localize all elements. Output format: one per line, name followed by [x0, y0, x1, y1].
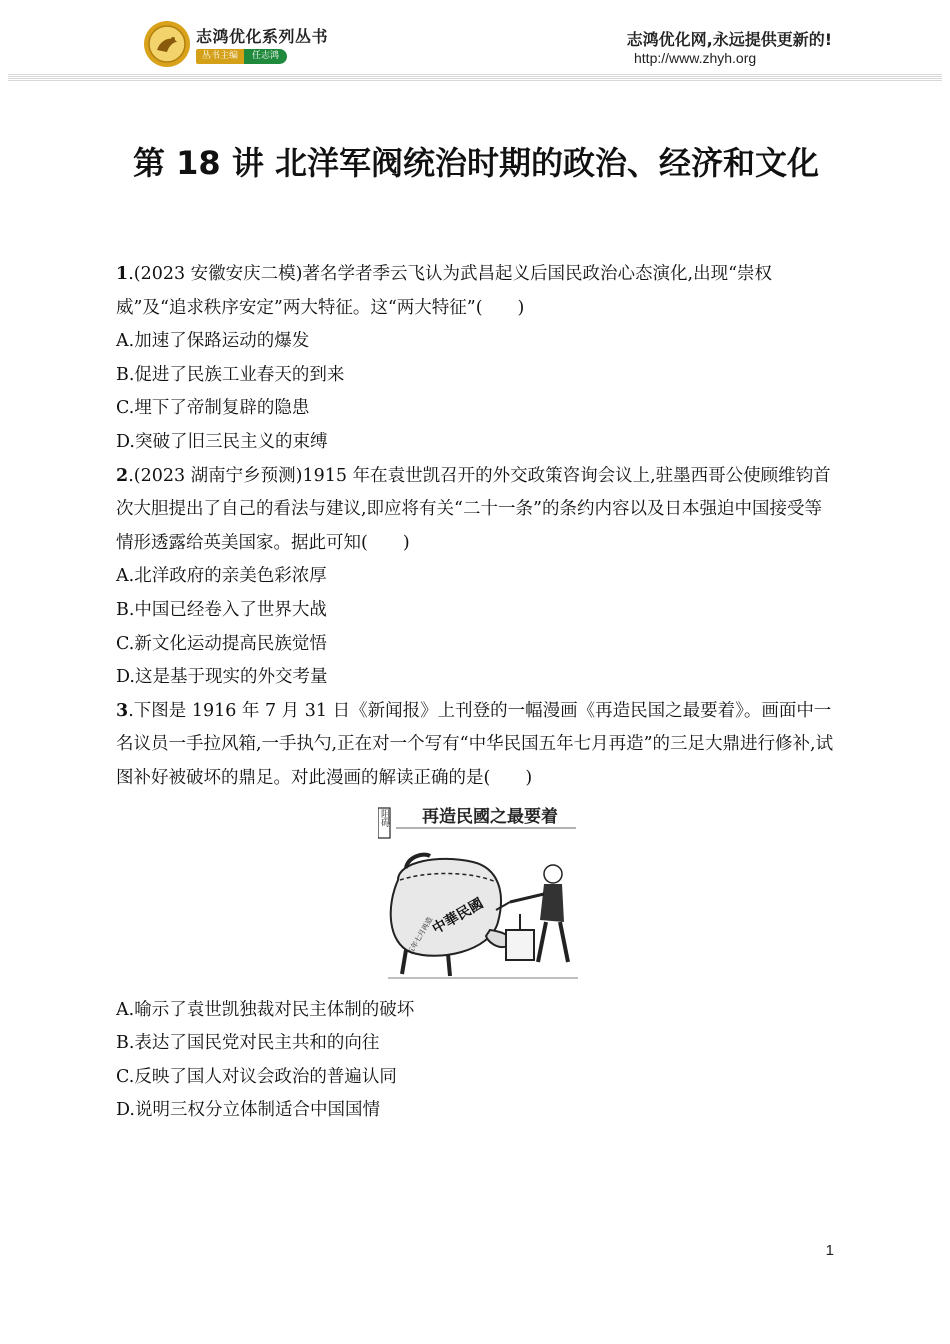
option-item: A.北洋政府的亲美色彩浓厚	[116, 566, 327, 587]
editor-name: 任志鸿	[244, 49, 287, 64]
question-number: 2	[116, 465, 129, 486]
question-text: .下图是 1916 年 7 月 31 日《新闻报》上刊登的一幅漫画《再造民国之最要着》。画面中一名议员一手拉风箱,一手执勺,正在对一个写有“中华民国五年七月再造”的三足大鼎进行修补,试图补好被破坏的鼎足。对此漫画的解读正确的是( )	[116, 700, 834, 788]
question-number: 1	[116, 264, 129, 284]
header-slogan: 志鸿优化网,永远提供更新的!	[626, 30, 832, 49]
zhihong-emblem-icon	[143, 20, 191, 68]
question-3-stem	[116, 695, 836, 796]
option-item: A.加速了保路运动的爆发	[116, 331, 310, 352]
cartoon-vessel-date: 五年七月再造	[406, 915, 435, 956]
editor-label: 丛书主编	[196, 49, 244, 64]
header-divider	[8, 74, 942, 82]
option-item: D.突破了旧三民主义的束缚	[116, 431, 328, 452]
page-header	[0, 0, 950, 100]
cartoon-figure	[116, 802, 836, 982]
series-name: 志鸿优化系列丛书	[196, 27, 329, 46]
option-item: C.反映了国人对议会政治的普遍认同	[116, 1066, 397, 1087]
cartoon-image	[378, 802, 588, 982]
page-title: 第 18 讲 北洋军阀统治时期的政治、经济和文化	[133, 144, 819, 182]
option-item: B.促进了民族工业春天的到来	[116, 364, 345, 385]
publisher-logo	[143, 20, 333, 70]
option-item: C.新文化运动提高民族觉悟	[116, 633, 327, 654]
question-list	[116, 258, 836, 1128]
editor-bar	[196, 49, 287, 64]
question-text: .(2023 湖南宁乡预测)1915 年在袁世凯召开的外交政策咨询会议上,驻墨西哥公使顾维钧首次大胆提出了自己的看法与建议,即应将有关“二十一条”的条约内容以及日本强迫中国接受等情形透露给英美国家。据此可知( )	[116, 465, 831, 553]
option-item: C.埋下了帝制复辟的隐患	[116, 398, 310, 419]
question-text: .(2023 安徽安庆二模)著名学者季云飞认为武昌起义后国民政治心态演化,出现“崇权威”及“追求秩序安定”两大特征。这“两大特征”( )	[116, 264, 773, 318]
question-1-stem	[116, 258, 836, 325]
option-item: B.中国已经卷入了世界大战	[116, 599, 327, 620]
cartoon-caption: 再造民國之最要着	[422, 806, 558, 827]
option-item: D.这是基于现实的外交考量	[116, 667, 328, 688]
option-item: A.喻示了袁世凯独裁对民主体制的破坏	[116, 999, 415, 1020]
question-2-stem	[116, 460, 836, 561]
question-number: 3	[116, 700, 129, 721]
page-number: 1	[825, 1242, 834, 1259]
cartoon-side-tag: 阻碍	[379, 808, 389, 827]
option-item: B.表达了国民党对民主共和的向往	[116, 1033, 380, 1054]
header-url[interactable]: http://www.zhyh.org	[634, 50, 757, 66]
option-item: D.说明三权分立体制适合中国国情	[116, 1100, 380, 1121]
cartoon-vessel-text: 中華民國	[429, 895, 487, 937]
